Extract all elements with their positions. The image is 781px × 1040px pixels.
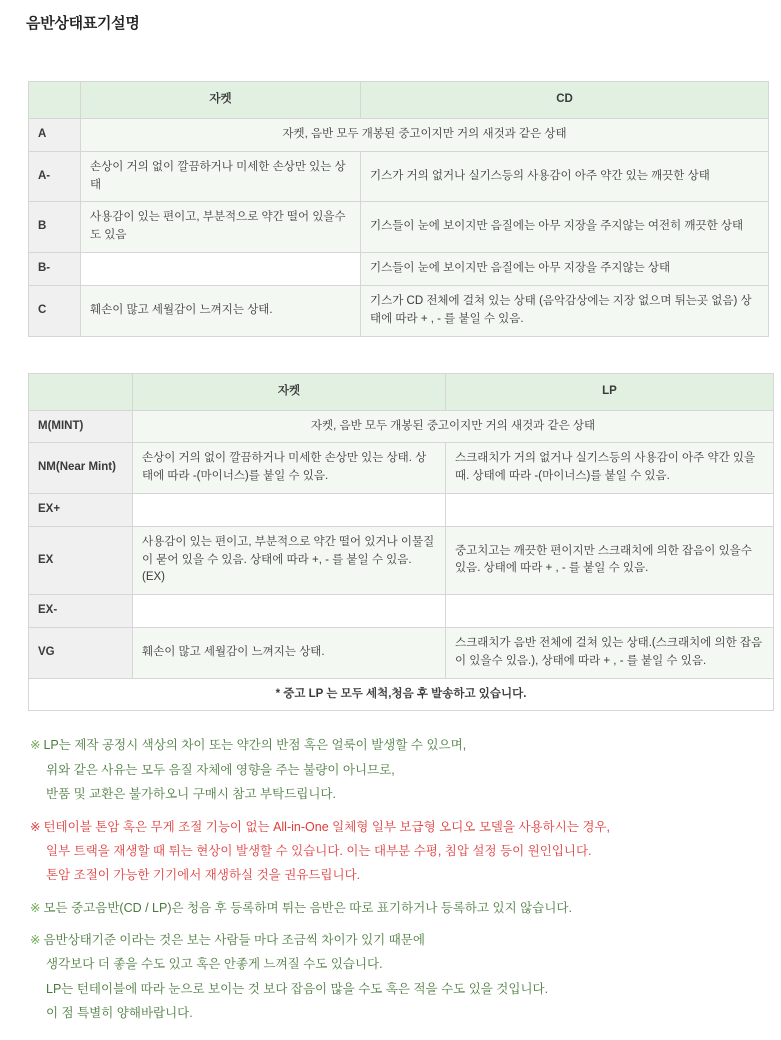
note-text: 이 점 특별히 양해바랍니다. [46, 1006, 193, 1021]
table-row [29, 151, 769, 202]
lp-jacket-desc: 사용감이 있는 편이고, 부분적으로 약간 떨어 있거나 이물질이 묻어 있을 수 있음. 상태에 따라 +, - 를 붙일 수 있음. (EX) [133, 526, 446, 594]
lp-jacket-desc [133, 493, 446, 526]
lp-disc-desc: 중고치고는 깨끗한 편이지만 스크래치에 의한 잡음이 있을수 있음. 상태에 따라 + , - 를 붙일 수 있음. [446, 526, 774, 594]
note-block-listening-check [30, 896, 760, 920]
cd-grade-label: C [29, 285, 81, 336]
lp-disc-desc: 스크래치가 거의 없거나 실기스등의 사용감이 아주 약간 있을때. 상태에 따라 -(마이너스)를 붙일 수 있음. [446, 443, 774, 494]
lp-disc-desc [446, 595, 774, 628]
note-text: LP는 턴테이블에 따라 눈으로 보이는 것 보다 잡음이 많을 수도 혹은 적을 수도 있을 것입니다. [46, 981, 549, 996]
cd-header-cd: CD [361, 82, 769, 119]
lp-grade-desc-merged: 자켓, 음반 모두 개봉된 중고이지만 거의 새것과 같은 상태 [133, 410, 774, 443]
note-line [30, 758, 760, 782]
lp-grade-label: NM(Near Mint) [29, 443, 133, 494]
note-text: 생각보다 더 좋을 수도 있고 혹은 안좋게 느껴질 수도 있습니다. [46, 957, 383, 972]
note-text: 턴테이블 톤암 혹은 무게 조절 기능이 없는 All-in-One 일체형 일부 보급형 오디오 모델을 사용하시는 경우, [43, 819, 611, 834]
note-mark: ※ [30, 933, 41, 948]
cd-jacket-desc: 손상이 거의 없이 깔끔하거나 미세한 손상만 있는 상태 [81, 151, 361, 202]
lp-jacket-desc: 손상이 거의 없이 깔끔하거나 미세한 손상만 있는 상태. 상태에 따라 -(마이너스)를 붙일 수 있음. [133, 443, 446, 494]
lp-header-jacket: 자켓 [133, 373, 446, 410]
note-line [30, 1001, 760, 1025]
lp-grade-label: EX+ [29, 493, 133, 526]
cd-grade-label: A [29, 119, 81, 152]
lp-disc-desc [446, 493, 774, 526]
cd-header-jacket: 자켓 [81, 82, 361, 119]
lp-jacket-desc [133, 595, 446, 628]
note-line [30, 977, 760, 1001]
cd-disc-desc: 기스들이 눈에 보이지만 음질에는 아무 지장을 주지않는 상태 [361, 253, 769, 286]
note-mark: ※ [30, 738, 41, 753]
table-row [29, 595, 774, 628]
note-line [30, 952, 760, 976]
table-row [29, 253, 769, 286]
cd-jacket-desc [81, 253, 361, 286]
lp-grade-table [28, 373, 774, 712]
cd-grade-label: B- [29, 253, 81, 286]
lp-grade-label: VG [29, 628, 133, 679]
table-header-row [29, 82, 769, 119]
note-line [30, 815, 760, 839]
table-header-row [29, 373, 774, 410]
lp-footer-note: * 중고 LP 는 모두 세척,청음 후 발송하고 있습니다. [29, 678, 774, 711]
page-title: 음반상태표기설명 [26, 15, 140, 32]
cd-grade-table [28, 81, 769, 337]
note-text: 톤암 조절이 가능한 기기에서 재생하실 것을 권유드립니다. [46, 868, 361, 883]
note-block-turntable-warning [30, 815, 760, 888]
lp-header-blank [29, 373, 133, 410]
note-text: 모든 중고음반(CD / LP)은 청음 후 등록하며 튀는 음반은 따로 표기하거나 등록하고 있지 않습니다. [43, 900, 572, 915]
note-text: 음반상태기준 이라는 것은 보는 사람들 마다 조금씩 차이가 있기 때문에 [43, 933, 425, 948]
table-row [29, 202, 769, 253]
cd-disc-desc: 기스가 거의 없거나 실기스등의 사용감이 아주 약간 있는 깨끗한 상태 [361, 151, 769, 202]
lp-grade-label: EX [29, 526, 133, 594]
lp-grade-label: M(MINT) [29, 410, 133, 443]
note-mark: ※ [30, 819, 41, 834]
cd-grade-label: A- [29, 151, 81, 202]
lp-footer-note-row [29, 678, 774, 711]
note-line [30, 733, 760, 757]
cd-jacket-desc: 훼손이 많고 세월감이 느껴지는 상태. [81, 285, 361, 336]
cd-disc-desc: 기스가 CD 전체에 걸쳐 있는 상태 (음악감상에는 지장 없으며 튀는곳 없음) 상태에 따라 + , - 를 붙일 수 있음. [361, 285, 769, 336]
lp-header-lp: LP [446, 373, 774, 410]
note-text: 반품 및 교환은 불가하오니 구매시 참고 부탁드립니다. [46, 787, 336, 802]
table-row [29, 493, 774, 526]
lp-grade-label: EX- [29, 595, 133, 628]
notes-section [30, 733, 760, 1025]
table-row [29, 119, 769, 152]
note-block-lp-production [30, 733, 760, 806]
lp-jacket-desc: 훼손이 많고 세월감이 느껴지는 상태. [133, 628, 446, 679]
cd-header-blank [29, 82, 81, 119]
cd-grade-desc-merged: 자켓, 음반 모두 개봉된 중고이지만 거의 새것과 같은 상태 [81, 119, 769, 152]
note-mark: ※ [30, 900, 41, 915]
cd-grade-label: B [29, 202, 81, 253]
note-line [30, 782, 760, 806]
table-row [29, 628, 774, 679]
note-text: 위와 같은 사유는 모두 음질 자체에 영향을 주는 불량이 아니므로, [46, 762, 395, 777]
table-row [29, 443, 774, 494]
table-row [29, 526, 774, 594]
note-line [30, 896, 760, 920]
note-line [30, 928, 760, 952]
note-block-grading-subjectivity [30, 928, 760, 1026]
lp-disc-desc: 스크래치가 음반 전체에 걸쳐 있는 상태.(스크래치에 의한 잡음이 있을수 있음.), 상태에 따라 + , - 를 붙일 수 있음. [446, 628, 774, 679]
table-row [29, 410, 774, 443]
note-text: 일부 트랙을 재생할 때 튀는 현상이 발생할 수 있습니다. 이는 대부분 수평, 침압 설정 등이 원인입니다. [46, 843, 592, 858]
cd-jacket-desc: 사용감이 있는 편이고, 부분적으로 약간 떨어 있을수도 있음 [81, 202, 361, 253]
cd-disc-desc: 기스들이 눈에 보이지만 음질에는 아무 지장을 주지않는 여전히 깨끗한 상태 [361, 202, 769, 253]
note-text: LP는 제작 공정시 색상의 차이 또는 약간의 반점 혹은 얼룩이 발생할 수 있으며, [43, 738, 467, 753]
note-line [30, 839, 760, 863]
table-row [29, 285, 769, 336]
note-line [30, 863, 760, 887]
